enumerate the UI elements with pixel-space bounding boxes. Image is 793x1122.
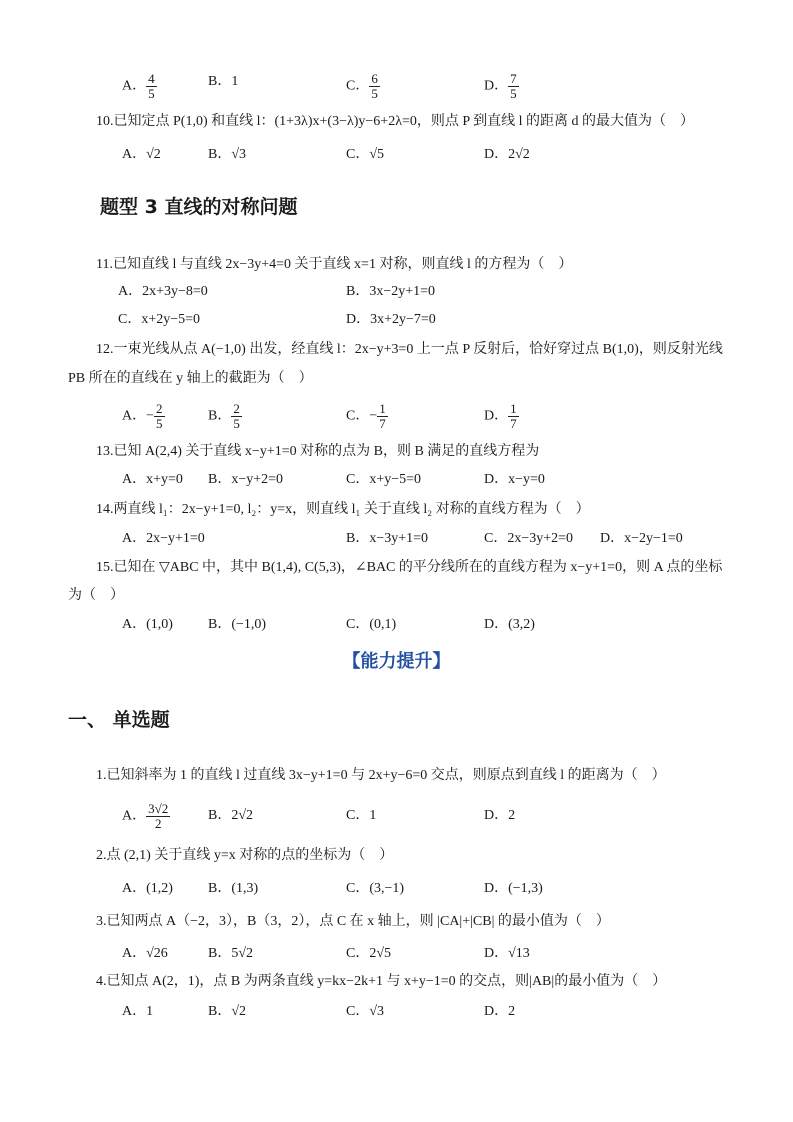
p2-text: 2.点 (2,1) 关于直线 y=x 对称的点的坐标为（ ）: [96, 848, 394, 863]
q9-option-a: A． $\frac{4}{5}$: [122, 71, 155, 101]
p4-option-b: B．√2: [208, 1004, 247, 1019]
single-choice-title: 一、 单选题: [68, 709, 170, 731]
ability-title: 【能力提升】: [342, 651, 451, 672]
q10-option-b: B．√3: [208, 147, 247, 162]
p3-option-a: A．√26: [122, 946, 168, 961]
q13-option-b: B．x−y+2=0: [208, 472, 284, 487]
q9-option-d: D． $\frac{7}{5}$: [484, 71, 517, 101]
q11-option-c: C．x+2y−5=0: [118, 312, 201, 327]
p3-option-d: D．√13: [484, 946, 530, 961]
q15-option-b: B．(−1,0): [208, 617, 267, 632]
q13-option-c: C．x+y−5=0: [346, 472, 422, 487]
p2-option-c: C．(3,−1): [346, 881, 405, 896]
q14-option-c: C．2x−3y+2=0: [484, 531, 574, 546]
q15-text-line2: 为（ ）: [68, 588, 124, 603]
p4-option-d: D．2: [484, 1004, 516, 1019]
q10-option-d: D．2√2: [484, 147, 530, 162]
q9-option-c: C． $\frac{6}{5}$: [346, 71, 378, 101]
q14-option-d: D．x−2y−1=0: [600, 531, 683, 546]
p1-option-d: D．2: [484, 808, 516, 823]
q12-option-d: D． $\frac{1}{7}$: [484, 401, 517, 431]
q14-text: 14.两直线 l₁：2x−y+1=0, l₂：y=x，则直线 l₁ 关于直线 l₂ 对称的直线方程为（ ）: [96, 502, 590, 517]
q10-option-a: A．√2: [122, 147, 161, 162]
p1-option-a: A． $\frac{3√2}{2}$: [122, 801, 169, 831]
p2-option-d: D．(−1,3): [484, 881, 543, 896]
q11-option-a: A．2x+3y−8=0: [118, 284, 208, 299]
q11-text: 11.已知直线 l 与直线 2x−3y+4=0 关于直线 x=1 对称，则直线 l 的方程为（ ）: [96, 257, 573, 272]
q12-option-c: C．− $\frac{1}{7}$: [346, 401, 386, 431]
q12-option-a: A．− $\frac{2}{5}$: [122, 401, 163, 431]
q14-option-a: A．2x−y+1=0: [122, 531, 205, 546]
q15-text-line1: 15.已知在 ▽ABC 中，其中 B(1,4), C(5,3)，∠BAC 的平分线所在的直线方程为 x−y+1=0，则 A 点的坐标: [96, 560, 723, 575]
p2-option-a: A．(1,2): [122, 881, 173, 896]
p1-text: 1.已知斜率为 1 的直线 l 过直线 3x−y+1=0 与 2x+y−6=0 交点，则原点到直线 l 的距离为（ ）: [96, 768, 666, 783]
p1-option-c: C．1: [346, 808, 377, 823]
p3-option-c: C．2√5: [346, 946, 392, 961]
q10-option-c: C．√5: [346, 147, 385, 162]
q14-option-b: B．x−3y+1=0: [346, 531, 429, 546]
section-title: 题型 3 直线的对称问题: [100, 196, 298, 218]
p1-option-b: B．2√2: [208, 808, 254, 823]
q13-option-a: A．x+y=0: [122, 472, 183, 487]
q13-option-d: D．x−y=0: [484, 472, 545, 487]
q15-option-d: D．(3,2): [484, 617, 535, 632]
q15-option-a: A．(1,0): [122, 617, 173, 632]
p4-option-c: C．√3: [346, 1004, 385, 1019]
p2-option-b: B．(1,3): [208, 881, 259, 896]
q11-option-d: D．3x+2y−7=0: [346, 312, 436, 327]
q12-option-b: B． $\frac{2}{5}$: [208, 401, 240, 431]
q10-text: 10.已知定点 P(1,0) 和直线 l：(1+3λ)x+(3−λ)y−6+2λ=0，则点 P 到直线 l 的距离 d 的最大值为（ ）: [96, 114, 695, 129]
p4-option-a: A．1: [122, 1004, 154, 1019]
p4-text: 4.已知点 A(2，1)，点 B 为两条直线 y=kx−2k+1 与 x+y−1=0 的交点，则|AB|的最小值为（ ）: [96, 974, 667, 989]
q15-option-c: C．(0,1): [346, 617, 397, 632]
p3-option-b: B．5√2: [208, 946, 254, 961]
p3-text: 3.已知两点 A（−2，3），B（3，2），点 C 在 x 轴上，则 |CA|+|CB| 的最小值为（ ）: [96, 914, 610, 929]
q13-text: 13.已知 A(2,4) 关于直线 x−y+1=0 对称的点为 B，则 B 满足的直线方程为: [96, 444, 540, 459]
q9-option-b: B．1: [208, 74, 239, 89]
q12-text-line1: 12.一束光线从点 A(−1,0) 出发，经直线 l：2x−y+3=0 上一点 P 反射后，恰好穿过点 B(1,0)，则反射光线: [96, 342, 723, 357]
q11-option-b: B．3x−2y+1=0: [346, 284, 436, 299]
q12-text-line2: PB 所在的直线在 y 轴上的截距为（ ）: [68, 371, 313, 386]
